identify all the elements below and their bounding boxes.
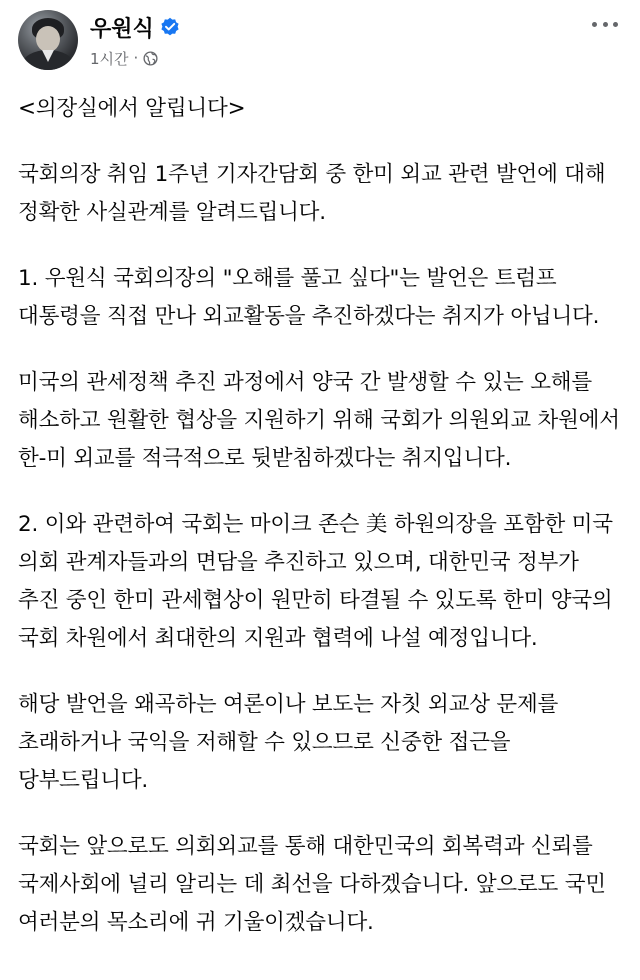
- post-paragraph: 국회는 앞으로도 의회외교를 통해 대한민국의 회복력과 신뢰를 국제사회에 널리 알리는 데 최선을 다하겠습니다. 앞으로도 국민 여러분의 목소리에 귀 기울이겠습니다.: [18, 834, 606, 935]
- post-paragraph: <의장실에서 알립니다>: [18, 96, 246, 121]
- post-paragraph: 해당 발언을 왜곡하는 여론이나 보도는 자칫 외교상 문제를 초래하거나 국익을 저해할 수 있으므로 신중한 접근을 당부드립니다.: [18, 692, 559, 793]
- post-body: [18, 90, 624, 970]
- more-dot: [592, 22, 597, 27]
- avatar-face: [36, 26, 60, 52]
- avatar[interactable]: [18, 10, 78, 70]
- post-meta: [90, 48, 158, 68]
- post-paragraph: 1. 우원식 국회의장의 "오해를 풀고 싶다"는 발언은 트럼프 대통령을 직접 만나 외교활동을 추진하겠다는 취지가 아닙니다.: [18, 266, 600, 329]
- post-paragraph: 2. 이와 관련하여 국회는 마이크 존슨 美 하원의장을 포함한 미국 의회 관계자들과의 면담을 추진하고 있으며, 대한민국 정부가 추진 중인 한미 관세협상이 원만히 타결될 수 있도록 한미 양국의 국회 차원에서 최대한의 지원과 협력에 나설 예정입니다.: [18, 512, 613, 651]
- post-paragraph: 국회의장 취임 1주년 기자간담회 중 한미 외교 관련 발언에 대해 정확한 사실관계를 알려드립니다.: [18, 162, 606, 225]
- globe-icon[interactable]: [143, 51, 158, 66]
- post-header: [18, 10, 622, 72]
- more-options-icon[interactable]: [592, 18, 618, 30]
- verified-badge-icon: [160, 17, 180, 37]
- author-name[interactable]: 우원식: [90, 16, 154, 42]
- author-row: [90, 12, 180, 42]
- post-timestamp[interactable]: 1시간: [90, 49, 129, 68]
- more-dot: [603, 22, 608, 27]
- meta-separator: ·: [133, 49, 139, 67]
- more-dot: [613, 22, 618, 27]
- post-paragraph: 미국의 관세정책 추진 과정에서 양국 간 발생할 수 있는 오해를 해소하고 원활한 협상을 지원하기 위해 국회가 의원외교 차원에서 한-미 외교를 적극적으로 뒷받침하겠다는 취지입니다.: [18, 370, 620, 471]
